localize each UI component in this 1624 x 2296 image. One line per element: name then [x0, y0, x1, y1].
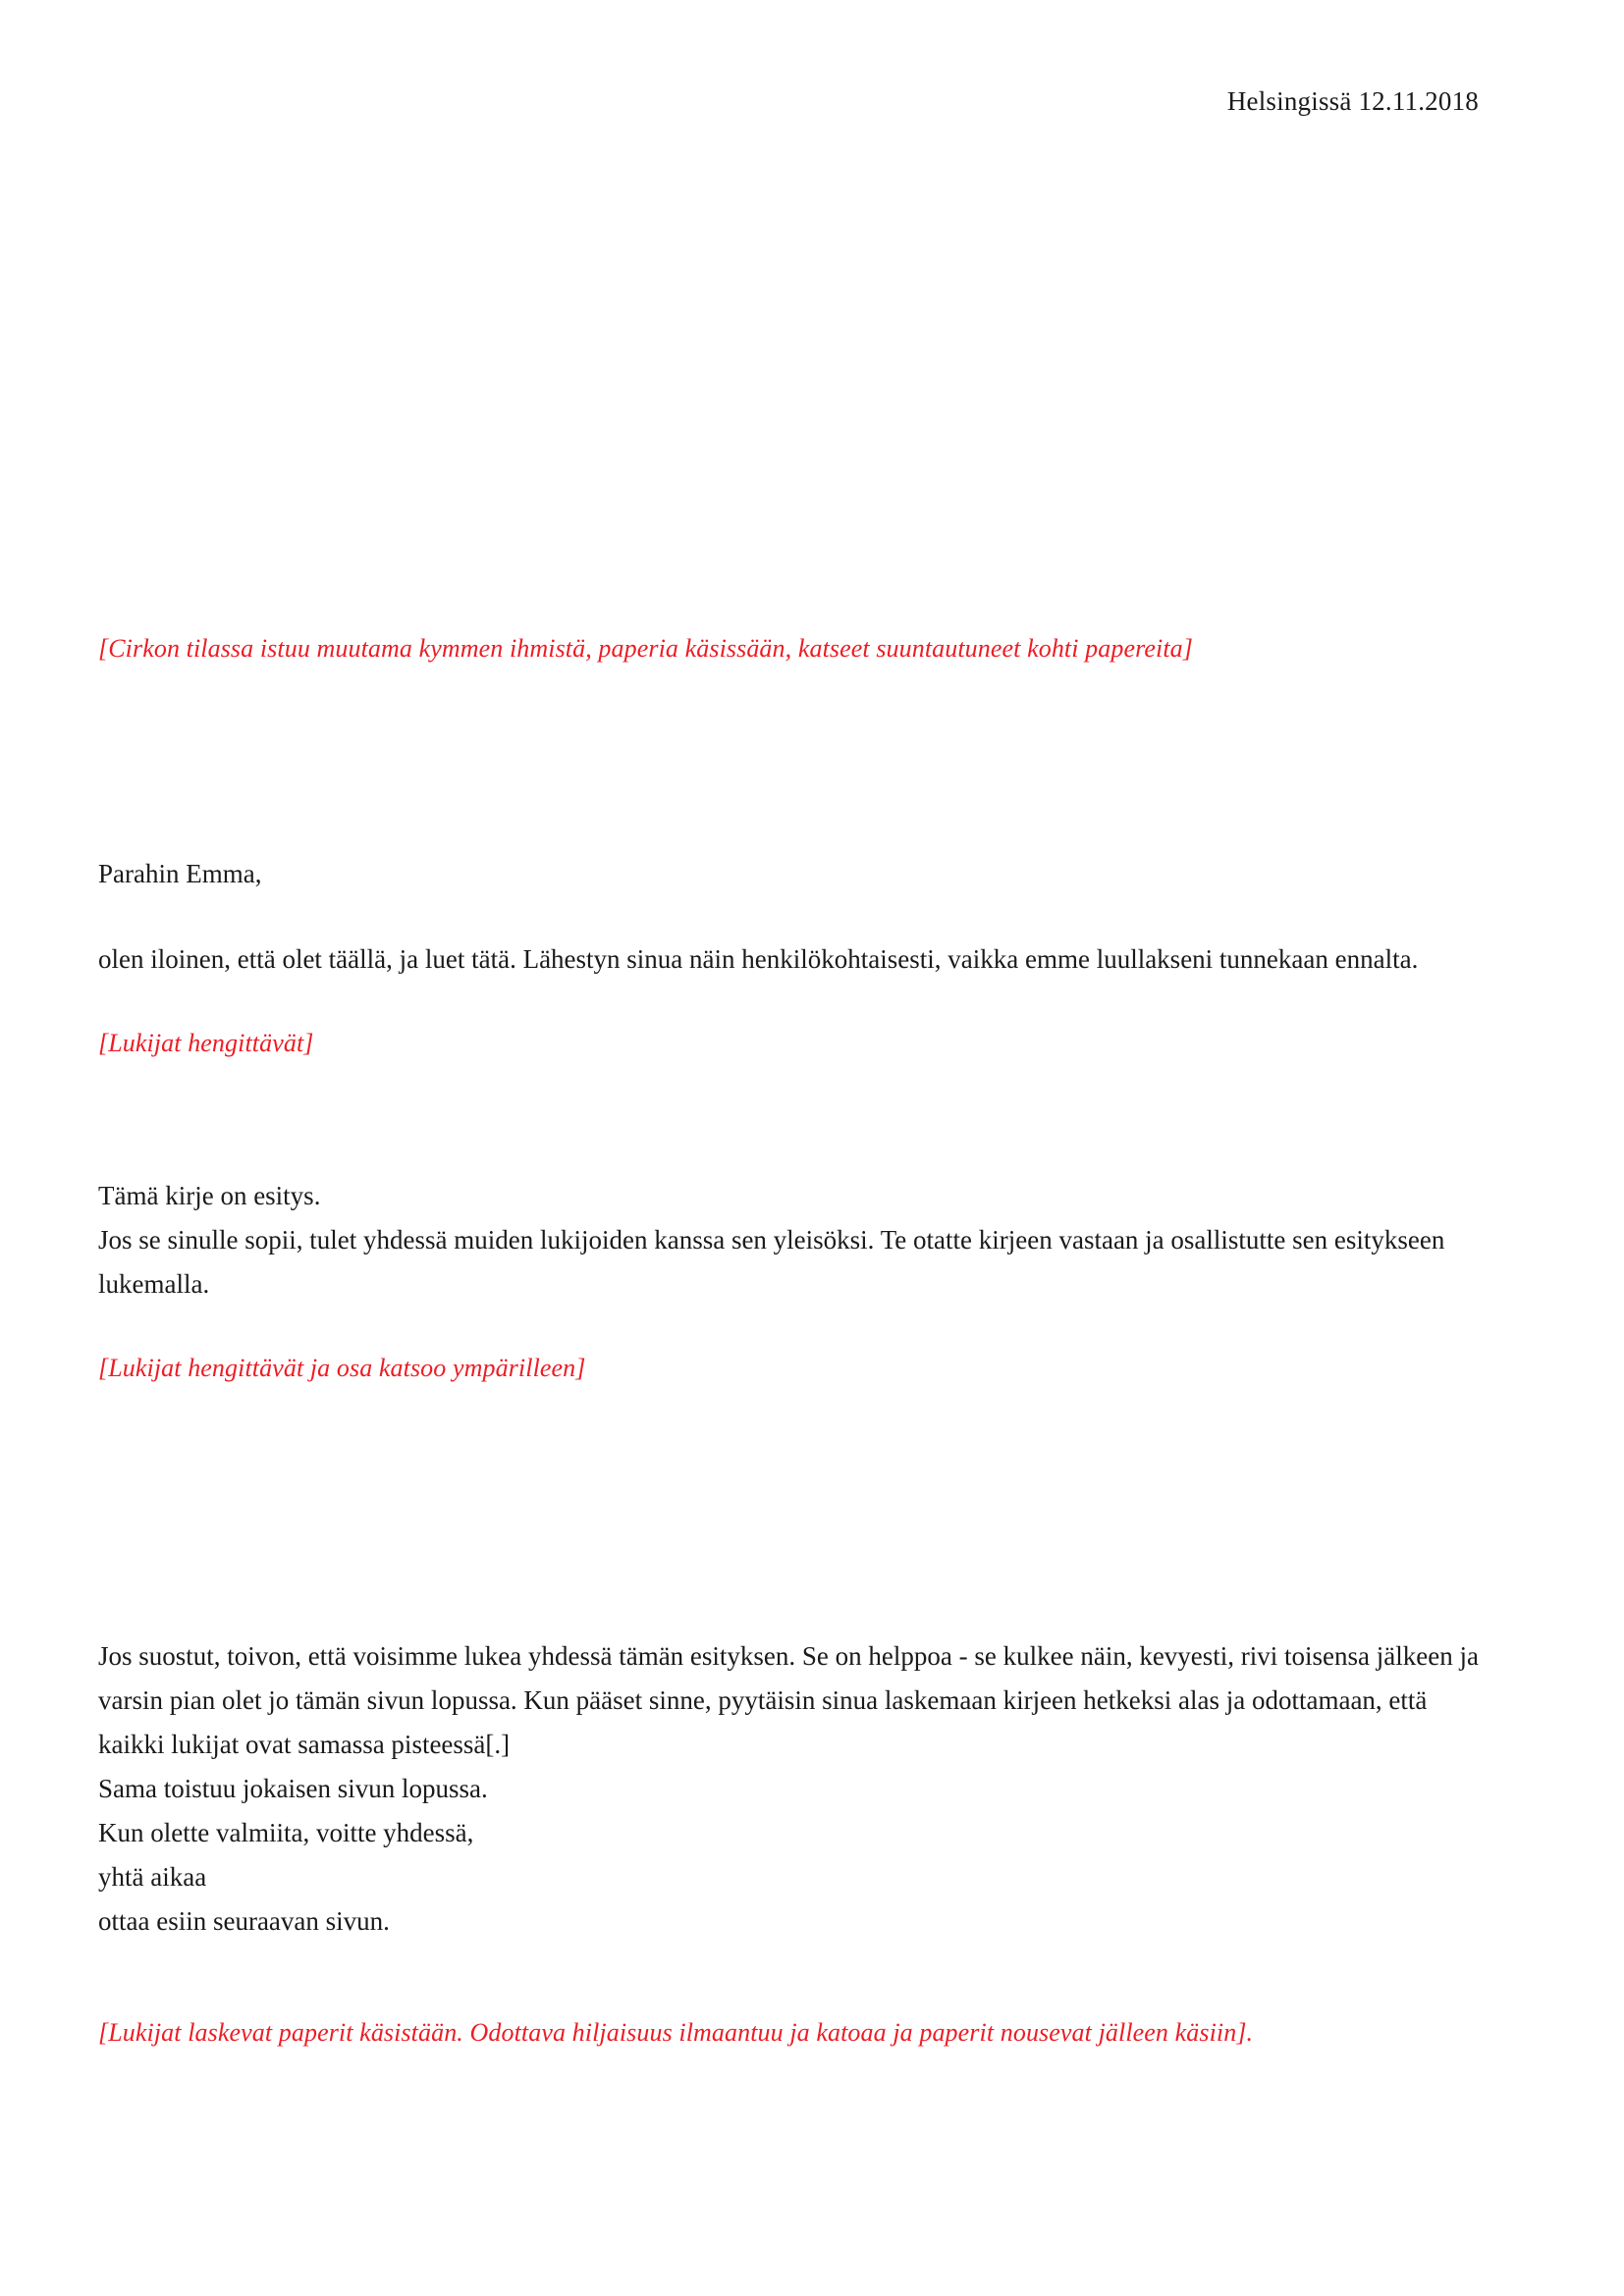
paragraph-1: olen iloinen, että olet täällä, ja luet tätä. Lähestyn sinua näin henkilökohtaisesti, vaikka emme luullakseni tunnekaan ennalta.	[98, 944, 1419, 974]
spacer	[98, 896, 1492, 937]
paragraph-3	[98, 1634, 1492, 1944]
paragraph-3-line-2: Sama toistuu jokaisen sivun lopussa.	[98, 1774, 488, 1803]
spacer	[98, 1064, 1492, 1174]
stage-direction-3: [Lukijat hengittävät ja osa katsoo ympärilleen]	[98, 1354, 586, 1382]
stage-direction-4: [Lukijat laskevat paperit käsistään. Odottava hiljaisuus ilmaantuu ja katoaa ja paperit nousevat jälleen käsiin].	[98, 2018, 1254, 2047]
paragraph-3-line-5: ottaa esiin seuraavan sivun.	[98, 1906, 390, 1936]
stage-direction-1: [Cirkon tilassa istuu muutama kymmen ihmistä, paperia käsissään, katseet suuntautuneet kohti papereita]	[98, 634, 1193, 663]
letter-body	[98, 628, 1492, 2054]
spacer	[98, 982, 1492, 1023]
spacer	[98, 1944, 1492, 2012]
paragraph-3-line-4: yhtä aikaa	[98, 1862, 207, 1892]
spacer	[98, 669, 1492, 852]
paragraph-2-line-2: Jos se sinulle sopii, tulet yhdessä muiden lukijoiden kanssa sen yleisöksi. Te otatte kirjeen vastaan ja osallistutte sen esitykseen lukemalla.	[98, 1225, 1445, 1299]
salutation: Parahin Emma,	[98, 859, 262, 888]
paragraph-3-line-3: Kun olette valmiita, voitte yhdessä,	[98, 1818, 474, 1847]
paragraph-2	[98, 1174, 1492, 1307]
paragraph-2-line-1: Tämä kirje on esitys.	[98, 1181, 321, 1210]
spacer	[98, 1307, 1492, 1348]
stage-direction-2: [Lukijat hengittävät]	[98, 1029, 314, 1057]
date-line: Helsingissä 12.11.2018	[1226, 86, 1479, 116]
spacer	[98, 1389, 1492, 1634]
paragraph-3-line-1: Jos suostut, toivon, että voisimme lukea yhdessä tämän esityksen. Se on helppoa - se kulkee näin, kevyesti, rivi toisensa jälkeen ja varsin pian olet jo tämän sivun lopussa. Kun pääset sinne, pyytäisin sinua laskemaan kirjeen hetkeksi alas ja odottamaan, että kaikki lukijat ovat samassa pisteessä[.]	[98, 1641, 1479, 1759]
